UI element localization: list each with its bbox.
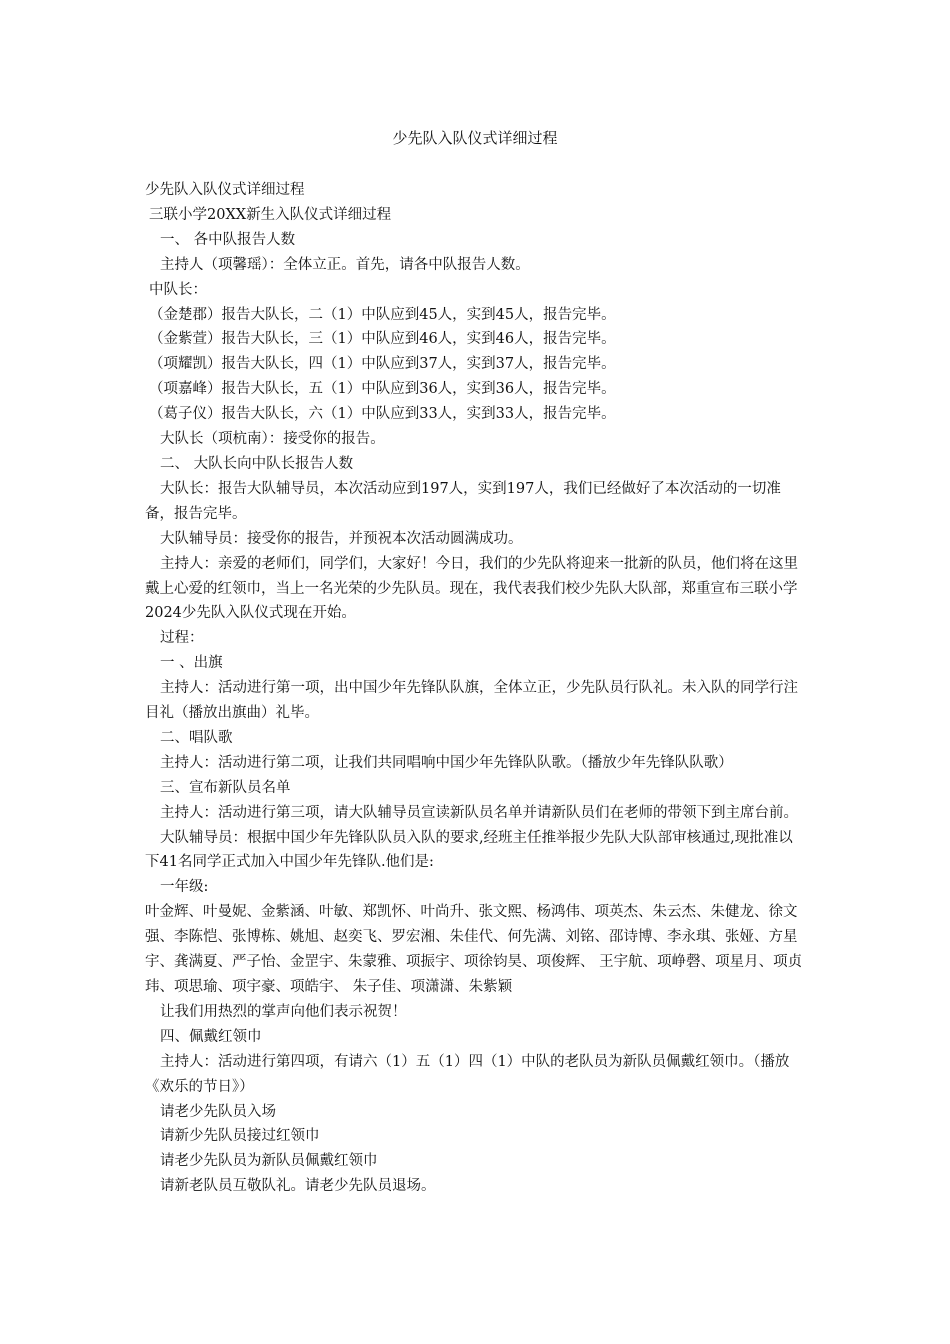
- report-line: （葛子仪）报告大队长，六（1）中队应到33人，实到33人，报告完毕。: [149, 406, 616, 423]
- paragraph: 中队长：: [149, 281, 207, 298]
- section-heading: 一 、出旗: [160, 655, 223, 672]
- section-heading: 二、唱队歌: [160, 729, 233, 746]
- paragraph: 请老少先队员为新队员佩戴红领巾: [160, 1153, 378, 1170]
- subtitle-line: 三联小学20XX新生入队仪式详细过程: [149, 206, 392, 223]
- section-heading-1: 一、 各中队报告人数: [160, 231, 296, 248]
- document-title: 少先队入队仪式详细过程: [392, 129, 558, 147]
- report-line: （金楚郡）报告大队长，二（1）中队应到45人，实到45人，报告完毕。: [149, 306, 616, 323]
- paragraph: 请新老队员互敬队礼。请老少先队员退场。: [160, 1178, 436, 1195]
- paragraph: 主持人（项馨瑶）：全体立正。首先，请各中队报告人数。: [160, 256, 530, 273]
- paragraph: 让我们用热烈的掌声向他们表示祝贺！: [160, 1003, 407, 1020]
- report-line: （项嘉峰）报告大队长，五（1）中队应到36人，实到36人，报告完毕。: [149, 381, 616, 398]
- paragraph: 大队长（项杭南）：接受你的报告。: [160, 431, 385, 448]
- heading-line: 少先队入队仪式详细过程: [145, 182, 305, 198]
- report-line: （项耀凯）报告大队长，四（1）中队应到37人，实到37人，报告完毕。: [149, 356, 616, 373]
- paragraph: 大队辅导员：根据中国少年先锋队队员入队的要求,经班主任推举报少先队大队部审核通过,现批准以下41名同学正式加入中国少年先锋队.他们是:: [145, 829, 793, 871]
- section-heading: 四、佩戴红领巾: [160, 1028, 262, 1045]
- paragraph: 主持人：活动进行第三项，请大队辅导员宣读新队员名单并请新队员们在老师的带领下到主席台前。: [160, 804, 798, 821]
- paragraph: 主持人：活动进行第一项，出中国少年先锋队队旗，全体立正，少先队员行队礼。未入队的同学行注目礼（播放出旗曲）礼毕。: [145, 680, 798, 722]
- paragraph: 大队长：报告大队辅导员，本次活动应到197人，实到197人，我们已经做好了本次活动的一切准备，报告完毕。: [145, 480, 781, 522]
- paragraph: 主持人：活动进行第二项，让我们共同唱响中国少年先锋队队歌。（播放少年先锋队队歌）: [160, 754, 733, 771]
- paragraph: 一年级:: [160, 879, 209, 896]
- paragraph: 过程：: [160, 630, 204, 647]
- name-list: 叶金辉、叶曼妮、金紫涵、叶敏、郑凯怀、叶尚升、张文熙、杨鸿伟、项英杰、朱云杰、朱健龙、徐文强、李陈恺、张博栋、姚旭、赵奕飞、罗宏湘、朱佳代、何先满、刘铭、邵诗博、李永琪、张娅、方星宇、龚满夏、严子怡、金罡宇、朱蒙雅、项振宇、项徐钧昊、项俊辉、 王宇航、项峥磬、项星月、项贞玮、项思瑜、项宇豪、项皓宇、 朱子佳、项潇潇、朱紫颖: [145, 904, 803, 995]
- paragraph: 请新少先队员接过红领巾: [160, 1128, 320, 1145]
- report-line: （金紫萱）报告大队长，三（1）中队应到46人，实到46人，报告完毕。: [149, 331, 616, 348]
- paragraph: 请老少先队员入场: [160, 1103, 276, 1120]
- paragraph: 大队辅导员：接受你的报告，并预祝本次活动圆满成功。: [160, 530, 523, 547]
- section-heading-2: 二、 大队长向中队长报告人数: [160, 455, 354, 472]
- paragraph: 主持人：活动进行第四项，有请六（1）五（1）四（1）中队的老队员为新队员佩戴红领巾。（播放《欢乐的节日》）: [145, 1053, 790, 1095]
- document-body: [145, 178, 805, 1199]
- section-heading: 三、宣布新队员名单: [160, 779, 291, 796]
- paragraph: 主持人：亲爱的老师们，同学们，大家好！今日，我们的少先队将迎来一批新的队员，他们将在这里戴上心爱的红领巾，当上一名光荣的少先队员。现在，我代表我们校少先队大队部，郑重宣布三联小学2024少先队入队仪式现在开始。: [145, 555, 798, 622]
